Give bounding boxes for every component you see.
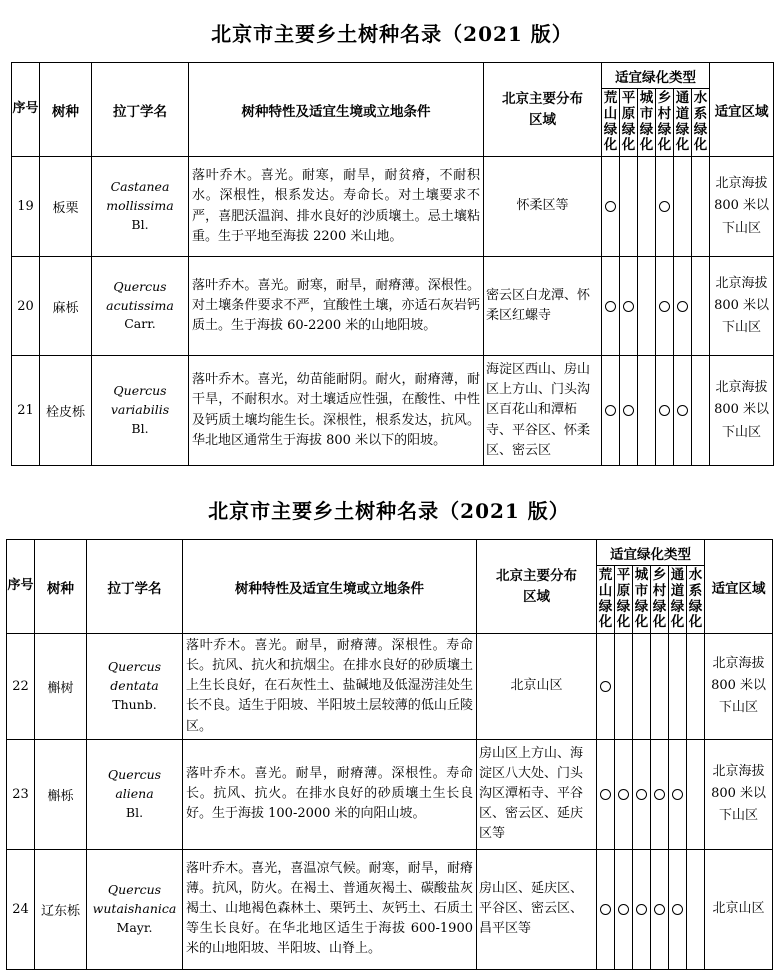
species-table bbox=[11, 62, 774, 466]
latin-genus: Quercus bbox=[113, 278, 167, 294]
latin-genus: Quercus bbox=[107, 767, 162, 783]
latin-species: acutissima bbox=[106, 297, 174, 313]
header-desc: 树种特性及适宜生境或立地条件 bbox=[183, 540, 477, 634]
type-mark bbox=[633, 634, 651, 740]
type-mark bbox=[692, 257, 710, 356]
table-row bbox=[12, 157, 774, 257]
header-name: 树种 bbox=[35, 540, 87, 634]
latin-species: wutaishanica bbox=[92, 900, 177, 916]
row-region: 北京海拔 800 米以下山区 bbox=[710, 157, 774, 257]
row-num: 21 bbox=[12, 356, 40, 466]
circle-mark-icon bbox=[605, 405, 616, 416]
page-title: 北京市主要乡土树种名录（2021 版） bbox=[211, 22, 573, 46]
circle-mark-icon bbox=[600, 789, 611, 800]
circle-mark-icon bbox=[623, 405, 634, 416]
header-region: 适宜区域 bbox=[710, 63, 774, 157]
header-num: 序号 bbox=[7, 540, 35, 634]
type-mark bbox=[633, 849, 651, 969]
row-distribution: 海淀区西山、房山区上方山、门头沟区百花山和潭柘寺、平谷区、怀柔区、密云区 bbox=[484, 356, 602, 466]
header-type-3: 乡村绿化 bbox=[651, 566, 669, 634]
type-mark bbox=[597, 634, 615, 740]
latin-species: mollissima bbox=[106, 198, 174, 214]
type-mark bbox=[687, 849, 705, 969]
circle-mark-icon bbox=[605, 201, 616, 212]
latin-genus: Quercus bbox=[107, 882, 162, 898]
row-description: 落叶乔木。喜光。耐旱，耐瘠薄。深根性。寿命长。抗风、抗火和抗烟尘。在排水良好的砂质壤土上生长良好，在石灰性土、盐碱地及低湿涝洼处生长不良。适生于阳坡、半阳坡土层较薄的低山丘陵区。 bbox=[183, 634, 477, 740]
row-latin-name bbox=[87, 634, 183, 740]
type-mark bbox=[687, 634, 705, 740]
type-mark bbox=[656, 157, 674, 257]
row-description: 落叶乔木。喜光。耐旱，耐瘠薄。深根性。寿命长。抗风、抗火。在排水良好的砂质壤土生长良好。生于海拔 100-2000 米的向阳山坡。 bbox=[183, 739, 477, 849]
circle-mark-icon bbox=[618, 904, 629, 915]
type-mark bbox=[633, 739, 651, 849]
type-mark bbox=[669, 739, 687, 849]
type-mark bbox=[674, 157, 692, 257]
circle-mark-icon bbox=[618, 789, 629, 800]
circle-mark-icon bbox=[600, 681, 611, 692]
type-mark bbox=[602, 157, 620, 257]
row-num: 22 bbox=[7, 634, 35, 740]
latin-author: Bl. bbox=[125, 804, 144, 820]
type-mark bbox=[615, 849, 633, 969]
header-type-1: 平原绿化 bbox=[615, 566, 633, 634]
row-distribution: 房山区、延庆区、平谷区、密云区、昌平区等 bbox=[477, 849, 597, 969]
header-region: 适宜区域 bbox=[705, 540, 773, 634]
species-table bbox=[6, 539, 773, 970]
circle-mark-icon bbox=[659, 301, 670, 312]
row-description: 落叶乔木。喜光，喜温凉气候。耐寒，耐旱，耐瘠薄。抗风，防火。在褐土、普通灰褐土、碳酸盐灰褐土、山地褐色森林土、栗钙土、灰钙土、石质土等生长良好。在华北地区适生于海拔 600-1900 米的山地阳坡、半阳坡、山脊上。 bbox=[183, 849, 477, 969]
header-type-0: 荒山绿化 bbox=[602, 89, 620, 157]
latin-genus: Castanea bbox=[110, 179, 170, 195]
latin-genus: Quercus bbox=[107, 659, 162, 675]
latin-author: Carr. bbox=[124, 316, 156, 332]
circle-mark-icon bbox=[659, 405, 670, 416]
header-type-4: 通道绿化 bbox=[674, 89, 692, 157]
latin-author: Thunb. bbox=[112, 696, 157, 712]
row-species-name: 槲树 bbox=[35, 634, 87, 740]
row-species-name: 辽东栎 bbox=[35, 849, 87, 969]
header-num: 序号 bbox=[12, 63, 40, 157]
type-mark bbox=[597, 739, 615, 849]
row-region: 北京山区 bbox=[705, 849, 773, 969]
type-mark bbox=[620, 356, 638, 466]
circle-mark-icon bbox=[600, 904, 611, 915]
header-desc: 树种特性及适宜生境或立地条件 bbox=[189, 63, 484, 157]
latin-species: aliena bbox=[115, 785, 154, 801]
header-type-5: 水系绿化 bbox=[692, 89, 710, 157]
type-mark bbox=[615, 739, 633, 849]
row-latin-name bbox=[92, 157, 189, 257]
header-latin: 拉丁学名 bbox=[87, 540, 183, 634]
header-types-group: 适宜绿化类型 bbox=[602, 63, 710, 89]
type-mark bbox=[597, 849, 615, 969]
row-region: 北京海拔 800 米以下山区 bbox=[710, 257, 774, 356]
header-latin: 拉丁学名 bbox=[92, 63, 189, 157]
table-section-2 bbox=[6, 495, 772, 970]
header-name: 树种 bbox=[40, 63, 92, 157]
header-type-2: 城市绿化 bbox=[633, 566, 651, 634]
circle-mark-icon bbox=[623, 301, 634, 312]
row-distribution: 密云区白龙潭、怀柔区红螺寺 bbox=[484, 257, 602, 356]
type-mark bbox=[651, 739, 669, 849]
header-type-5: 水系绿化 bbox=[687, 566, 705, 634]
row-region: 北京海拔 800 米以下山区 bbox=[705, 739, 773, 849]
table-row bbox=[7, 849, 773, 969]
row-species-name: 板栗 bbox=[40, 157, 92, 257]
circle-mark-icon bbox=[677, 405, 688, 416]
latin-species: dentata bbox=[110, 677, 159, 693]
row-latin-name bbox=[92, 257, 189, 356]
header-type-2: 城市绿化 bbox=[638, 89, 656, 157]
type-mark bbox=[620, 157, 638, 257]
circle-mark-icon bbox=[677, 301, 688, 312]
row-species-name: 槲栎 bbox=[35, 739, 87, 849]
row-latin-name bbox=[87, 849, 183, 969]
row-latin-name bbox=[87, 739, 183, 849]
header-type-3: 乡村绿化 bbox=[656, 89, 674, 157]
row-num: 23 bbox=[7, 739, 35, 849]
latin-species: variabilis bbox=[110, 402, 170, 418]
table-row bbox=[7, 634, 773, 740]
table-row bbox=[12, 257, 774, 356]
circle-mark-icon bbox=[636, 789, 647, 800]
type-mark bbox=[651, 849, 669, 969]
latin-author: Bl. bbox=[131, 216, 149, 232]
circle-mark-icon bbox=[654, 904, 665, 915]
type-mark bbox=[669, 849, 687, 969]
latin-author: Mayr. bbox=[116, 919, 153, 935]
type-mark bbox=[602, 356, 620, 466]
circle-mark-icon bbox=[672, 789, 683, 800]
type-mark bbox=[615, 634, 633, 740]
row-description: 落叶乔木。喜光。耐寒，耐旱，耐贫瘠，不耐积水。深根性，根系发达。寿命长。对土壤要求不严，喜肥沃温润、排水良好的沙质壤土。忌土壤粘重。生于平地至海拔 2200 米山地。 bbox=[189, 157, 484, 257]
type-mark bbox=[638, 157, 656, 257]
type-mark bbox=[656, 356, 674, 466]
page-title: 北京市主要乡土树种名录（2021 版） bbox=[208, 499, 570, 523]
header-dist: 北京主要分布区域 bbox=[477, 540, 597, 634]
row-description: 落叶乔木。喜光，幼苗能耐阴。耐火，耐瘠薄，耐干旱，不耐积水。对土壤适应性强，在酸性、中性及钙质土壤均能生长。深根性，根系发达，抗风。华北地区通常生于海拔 800 米以下的阳坡。 bbox=[189, 356, 484, 466]
type-mark bbox=[674, 257, 692, 356]
type-mark bbox=[602, 257, 620, 356]
row-num: 24 bbox=[7, 849, 35, 969]
type-mark bbox=[687, 739, 705, 849]
type-mark bbox=[669, 634, 687, 740]
header-type-0: 荒山绿化 bbox=[597, 566, 615, 634]
circle-mark-icon bbox=[636, 904, 647, 915]
type-mark bbox=[620, 257, 638, 356]
table-section-1 bbox=[11, 18, 773, 466]
latin-author: Bl. bbox=[131, 420, 149, 436]
header-type-4: 通道绿化 bbox=[669, 566, 687, 634]
table-row bbox=[12, 356, 774, 466]
row-distribution: 房山区上方山、海淀区八大处、门头沟区潭柘寺、平谷区、密云区、延庆区等 bbox=[477, 739, 597, 849]
circle-mark-icon bbox=[605, 301, 616, 312]
circle-mark-icon bbox=[659, 201, 670, 212]
latin-genus: Quercus bbox=[113, 383, 167, 399]
row-species-name: 麻栎 bbox=[40, 257, 92, 356]
row-species-name: 栓皮栎 bbox=[40, 356, 92, 466]
row-latin-name bbox=[92, 356, 189, 466]
row-num: 20 bbox=[12, 257, 40, 356]
circle-mark-icon bbox=[654, 789, 665, 800]
row-num: 19 bbox=[12, 157, 40, 257]
type-mark bbox=[638, 356, 656, 466]
type-mark bbox=[638, 257, 656, 356]
table-row bbox=[7, 739, 773, 849]
type-mark bbox=[692, 157, 710, 257]
row-distribution: 北京山区 bbox=[477, 634, 597, 740]
row-description: 落叶乔木。喜光。耐寒，耐旱，耐瘠薄。深根性。对土壤条件要求不严，宜酸性土壤，亦适石灰岩钙质土。生于海拔 60-2200 米的山地阳坡。 bbox=[189, 257, 484, 356]
header-types-group: 适宜绿化类型 bbox=[597, 540, 705, 566]
row-region: 北京海拔 800 米以下山区 bbox=[705, 634, 773, 740]
type-mark bbox=[674, 356, 692, 466]
type-mark bbox=[651, 634, 669, 740]
header-dist: 北京主要分布区域 bbox=[484, 63, 602, 157]
type-mark bbox=[692, 356, 710, 466]
row-region: 北京海拔 800 米以下山区 bbox=[710, 356, 774, 466]
row-distribution: 怀柔区等 bbox=[484, 157, 602, 257]
type-mark bbox=[656, 257, 674, 356]
header-type-1: 平原绿化 bbox=[620, 89, 638, 157]
circle-mark-icon bbox=[672, 904, 683, 915]
